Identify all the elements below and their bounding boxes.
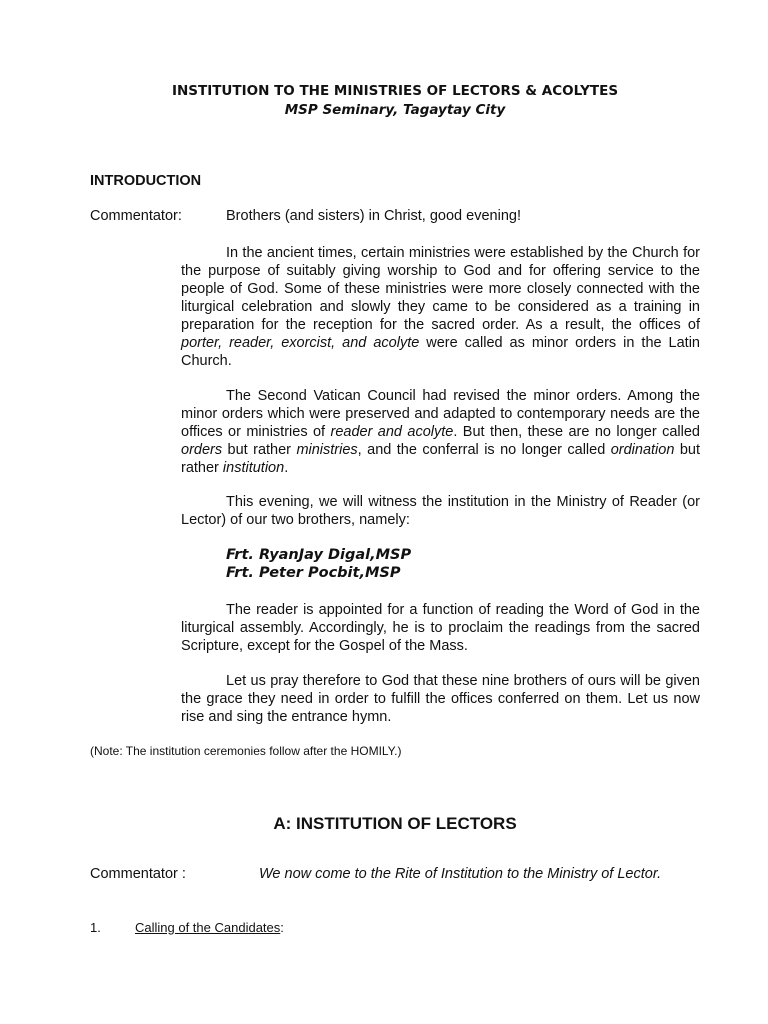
candidate-name: Frt. Peter Pocbit,MSP bbox=[226, 565, 401, 581]
document-subtitle: MSP Seminary, Tagaytay City bbox=[284, 102, 506, 118]
introduction-heading: INTRODUCTION bbox=[90, 173, 202, 189]
document-title: INSTITUTION TO THE MINISTRIES OF LECTORS & ACOLYTES bbox=[171, 83, 619, 99]
commentator-label-section-a: Commentator : bbox=[90, 866, 186, 882]
paragraph-let-us-pray: Let us pray therefore to God that these nine brothers of ours will be given the grace they need in order to fulfill the offices conferred on them. Let us now rise and sing the entrance hymn. bbox=[181, 673, 700, 725]
candidate-name: Frt. RyanJay Digal,MSP bbox=[226, 547, 412, 563]
section-a-heading: A: INSTITUTION OF LECTORS bbox=[273, 814, 517, 833]
step-calling-candidates: Calling of the Candidates: bbox=[135, 920, 284, 935]
candidate-names bbox=[226, 546, 411, 582]
paragraph-this-evening: This evening, we will witness the institution in the Ministry of Reader (or Lector) of our two brothers, namely: bbox=[181, 494, 700, 528]
greeting-text: Brothers (and sisters) in Christ, good evening! bbox=[226, 208, 521, 224]
commentator-label: Commentator: bbox=[90, 208, 182, 224]
paragraph-vatican-council: The Second Vatican Council had revised the minor orders. Among the minor orders which were preserved and adapted to contemporary needs are the offices or ministries of reader and acolyte. But then, these are no longer called orders but rather ministries, and the conferral is no longer called ordination but rather institution. bbox=[181, 388, 700, 476]
paragraph-reader-function: The reader is appointed for a function of reading the Word of God in the liturgical assembly. Accordingly, he is to proclaim the readings from the sacred Scripture, except for the Gospel of the Mass. bbox=[181, 602, 700, 654]
paragraph-ancient-times: In the ancient times, certain ministries were established by the Church for the purpose of suitably giving worship to God and for offering service to the people of God. Some of these ministries were more closely connected with the liturgical celebration and slowly they came to be considered as a training in preparation for the reception for the sacred order. As a result, the offices of porter, reader, exorcist, and acolyte were called as minor orders in the Latin Church. bbox=[181, 245, 700, 369]
step-number: 1. bbox=[90, 920, 101, 935]
rite-introduction-line: We now come to the Rite of Institution to the Ministry of Lector. bbox=[259, 866, 662, 882]
homily-note: (Note: The institution ceremonies follow after the HOMILY.) bbox=[90, 744, 402, 758]
